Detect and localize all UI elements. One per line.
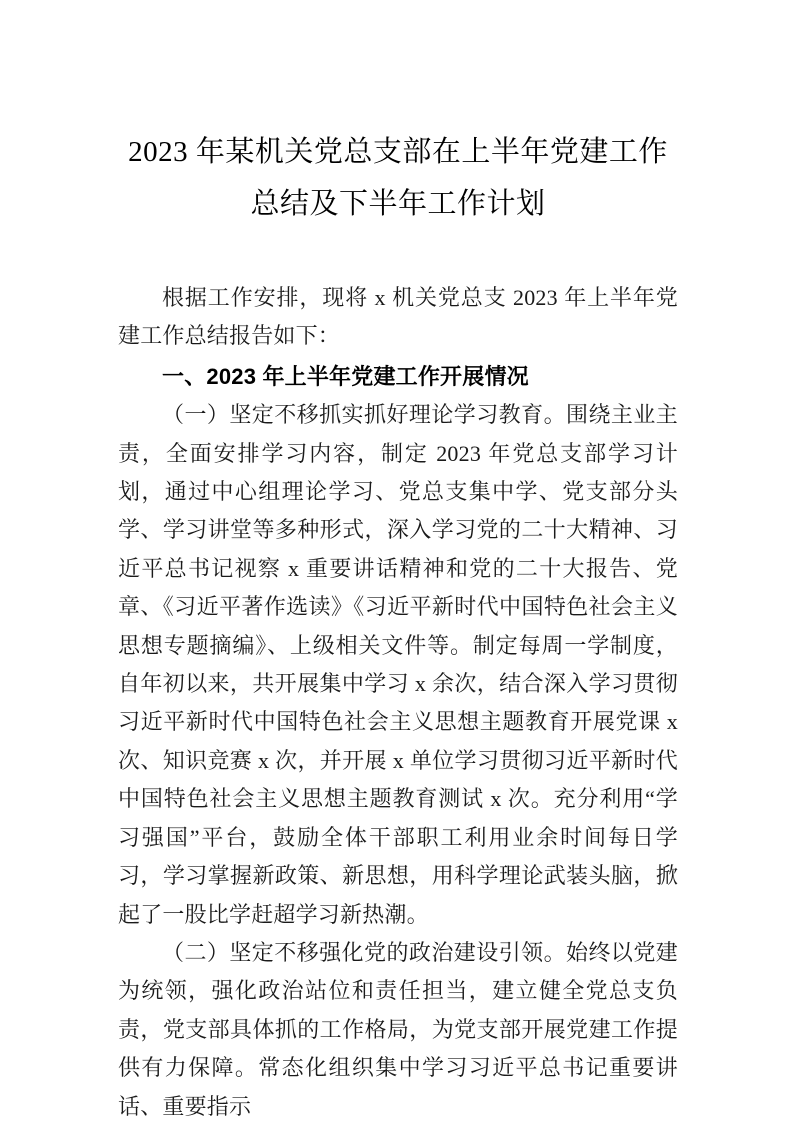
page-title-line-1: 2023 年某机关党总支部在上半年党建工作 [128, 136, 668, 168]
subsection-paragraph-1: （一）坚定不移抓实抓好理论学习教育。围绕主业主责，全面安排学习内容，制定 2023 年党总支部学习计划，通过中心组理论学习、党总支集中学、党支部分头学、学习讲堂等多种形式，深入学习党的二十大精神、习近平总书记视察 x 重要讲话精神和党的二十大报告、党章、《习近平著作选读》《习近平新时代中国特色社会主义思想专题摘编》、上级相关文件等。制定每周一学制度，自年初以来，共开展集中学习 x 余次，结合深入学习贯彻习近平新时代中国特色社会主义思想主题教育开展党课 x 次、知识竞赛 x 次，并开展 x 单位学习贯彻习近平新时代中国特色社会主义思想主题教育测试 x 次。充分利用“学习强国”平台，鼓励全体干部职工利用业余时间每日学习，学习掌握新政策、新思想，用科学理论武装头脑，掀起了一股比学赶超学习新热潮。 [118, 402, 678, 927]
section-heading-1: 一、2023 年上半年党建工作开展情况 [162, 363, 529, 389]
document-content [118, 0, 678, 1122]
subsection-paragraph-2: （二）坚定不移强化党的政治建设引领。始终以党建为统领，强化政治站位和责任担当，建立健全党总支负责，党支部具体抓的工作格局，为党支部开展党建工作提供有力保障。常态化组织集中学习习近平总书记重要讲话、重要指示 [118, 939, 678, 1119]
intro-paragraph: 根据工作安排，现将 x 机关党总支 2023 年上半年党建工作总结报告如下： [118, 285, 678, 349]
page-title-line-2: 总结及下半年工作计划 [250, 188, 546, 220]
page-title [118, 0, 678, 230]
